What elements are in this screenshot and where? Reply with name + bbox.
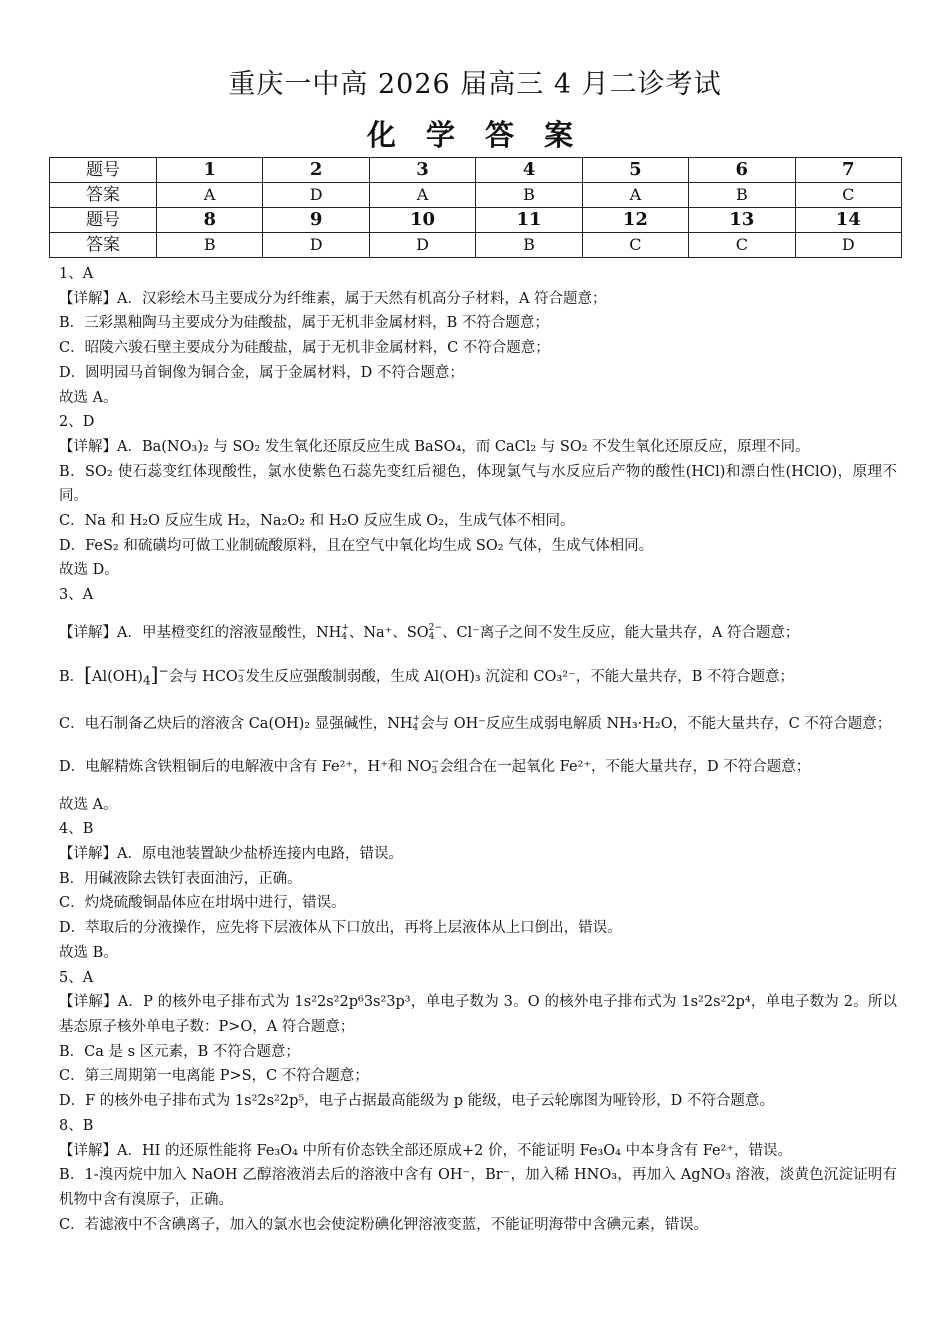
question-2 (59, 410, 897, 583)
question-4-line: D．萃取后的分液操作，应先将下层液体从下口放出，再将上层液体从上口倒出，错误。 (59, 920, 622, 937)
text-segment: 会与 HCO (168, 668, 238, 685)
bracket-close: ] (150, 661, 159, 686)
table-row-label: 答案 (50, 233, 157, 258)
answer-cell: C (582, 233, 688, 258)
question-2-line: B．SO₂ 使石蕊变红体现酸性，氯水使紫色石蕊先变红后褪色，体现氯气与水反应后产物的酸性(HCl)和漂白性(HClO)，原理不同。 (59, 463, 897, 505)
question-number-cell: 8 (157, 208, 263, 233)
question-1 (59, 262, 897, 410)
question-2-line: 故选 D。 (59, 562, 119, 579)
answer-cell: A (582, 183, 688, 208)
question-1-line: C．昭陵六骏石壁主要成分为硅酸盐，属于无机非金属材料，C 不符合题意； (59, 340, 550, 357)
question-4-line: 故选 B。 (59, 944, 118, 961)
ion-script: + 4 (412, 713, 421, 733)
question-2-line: C．Na 和 H₂O 反应生成 H₂，Na₂O₂ 和 H₂O 反应生成 O₂，生成气体不相同。 (59, 513, 575, 530)
question-4-head: 4、B (59, 821, 94, 838)
table-row-label: 答案 (50, 183, 157, 208)
ion-script: − 3 (431, 756, 440, 776)
question-4-line: C．灼烧硫酸铜晶体应在坩埚中进行，错误。 (59, 895, 346, 912)
text-segment: 会组合在一起氧化 Fe²⁺，不能大量共存，D 不符合题意； (439, 758, 811, 775)
question-4-line: B．用碱液除去铁钉表面油污，正确。 (59, 870, 302, 887)
question-5-line: 【详解】A．P 的核外电子排布式为 1s²2s²2p⁶3s²3p³，单电子数为 3。O 的核外电子排布式为 1s²2s²2p⁴，单电子数为 2。所以基态原子核外单电子数：P>O，A 符合题意； (59, 994, 897, 1035)
bracket-open: [ (84, 661, 92, 686)
question-1-line: 故选 A。 (59, 389, 118, 406)
answer-cell: B (476, 233, 582, 258)
question-number-cell: 6 (689, 158, 795, 183)
question-3-option-b (59, 659, 897, 693)
question-8-line: 【详解】A．HI 的还原性能将 Fe₃O₄ 中所有价态铁全部还原成+2 价，不能证明 Fe₃O₄ 中本身含有 Fe²⁺，错误。 (59, 1142, 793, 1159)
question-number-cell: 10 (369, 208, 475, 233)
table-row-label: 题号 (50, 208, 157, 233)
question-8-line: B．1-溴丙烷中加入 NaOH 乙醇溶液消去后的溶液中含有 OH⁻，Br⁻，加入稀 HNO₃，再加入 AgNO₃ 溶液，淡黄色沉淀证明有机物中含有溴原子，正确。 (59, 1167, 897, 1208)
table-row-answers (50, 183, 902, 208)
question-number-cell: 7 (795, 158, 901, 183)
question-8-head: 8、B (59, 1117, 94, 1134)
question-2-head: 2、D (59, 414, 95, 431)
question-number-cell: 9 (263, 208, 369, 233)
ion-script: 2− 4 (428, 622, 442, 642)
text-segment: D．电解精炼含铁粗铜后的电解液中含有 Fe²⁺，H⁺和 NO (59, 758, 432, 775)
question-number-cell: 2 (263, 158, 369, 183)
question-number-cell: 14 (795, 208, 901, 233)
answer-cell: B (157, 233, 263, 258)
text-segment: B． (59, 668, 85, 685)
question-1-line: D．圆明园马首铜像为铜合金，属于金属材料，D 不符合题意； (59, 364, 464, 381)
text-segment: 、Na⁺、SO (348, 624, 429, 641)
text-segment: 、Cl⁻离子之间不发生反应，能大量共存，A 符合题意； (441, 624, 800, 641)
question-number-cell: 12 (582, 208, 688, 233)
question-number-cell: 11 (476, 208, 582, 233)
text-segment: C．电石制备乙炔后的溶液含 Ca(OH)₂ 显强碱性，NH (59, 715, 413, 732)
answer-cell: B (689, 183, 795, 208)
question-5-line: D．F 的核外电子排布式为 1s²2s²2p⁵，电子占据最高能级为 p 能级，电子云轮廓图为哑铃形，D 不符合题意。 (59, 1093, 774, 1110)
answer-cell: A (157, 183, 263, 208)
page-subtitle: 化 学 答 案 (366, 118, 584, 152)
question-3-option-d (59, 755, 897, 780)
ion-script: − 3 (237, 666, 246, 686)
text-segment: 【详解】A．甲基橙变红的溶液显酸性，NH (59, 624, 342, 641)
answer-cell: C (689, 233, 795, 258)
answer-cell: B (476, 183, 582, 208)
answer-cell: C (795, 183, 901, 208)
complex-charge: − (158, 663, 169, 678)
question-8 (59, 1114, 897, 1238)
question-2-line: D．FeS₂ 和硫磺均可做工业制硫酸原料，且在空气中氧化均生成 SO₂ 气体，生成气体相同。 (59, 537, 654, 554)
question-5-head: 5、A (59, 969, 94, 986)
question-8-line: C．若滤液中不含碘离子，加入的氯水也会使淀粉碘化钾溶液变蓝，不能证明海带中含碘元素，错误。 (59, 1216, 709, 1233)
question-number-cell: 5 (582, 158, 688, 183)
question-5-line: C．第三周期第一电离能 P>S，C 不符合题意； (59, 1068, 369, 1085)
answer-cell: D (263, 233, 369, 258)
complex-formula: Al(OH) (91, 668, 143, 685)
answer-cell: D (369, 233, 475, 258)
question-number-cell: 4 (476, 158, 582, 183)
question-3 (59, 583, 897, 817)
question-5 (59, 966, 897, 1114)
question-1-line: 【详解】A．汉彩绘木马主要成分为纤维素，属于天然有机高分子材料，A 符合题意； (59, 290, 607, 307)
question-3-end: 故选 A。 (59, 796, 118, 813)
question-2-line: 【详解】A．Ba(NO₃)₂ 与 SO₂ 发生氧化还原反应生成 BaSO₄，而 CaCl₂ 与 SO₂ 不发生氧化还原反应，原理不同。 (59, 438, 810, 455)
question-3-head: 3、A (59, 587, 94, 604)
table-row-numbers (50, 208, 902, 233)
question-5-line: B．Ca 是 s 区元素，B 不符合题意； (59, 1043, 300, 1060)
answer-table (49, 157, 902, 258)
text-segment: 会与 OH⁻反应生成弱电解质 NH₃·H₂O，不能大量共存，C 不符合题意； (420, 715, 892, 732)
question-number-cell: 13 (689, 208, 795, 233)
question-4 (59, 817, 897, 965)
answer-cell: A (369, 183, 475, 208)
question-4-line: 【详解】A．原电池装置缺少盐桥连接内电路，错误。 (59, 846, 403, 863)
page-title: 重庆一中高 2026 届高三 4 月二诊考试 (228, 69, 722, 100)
table-row-numbers (50, 158, 902, 183)
table-row-label: 题号 (50, 158, 157, 183)
explanations (59, 262, 897, 1237)
table-row-answers (50, 233, 902, 258)
complex-sub: 4 (142, 673, 151, 688)
question-number-cell: 1 (157, 158, 263, 183)
question-3-option-a (59, 621, 897, 646)
question-1-head: 1、A (59, 266, 94, 282)
text-segment: 发生反应强酸制弱酸，生成 Al(OH)₃ 沉淀和 CO₃²⁻，不能大量共存，B 不符合题意； (245, 668, 794, 685)
answer-cell: D (263, 183, 369, 208)
answer-cell: D (795, 233, 901, 258)
question-1-line: B．三彩黑釉陶马主要成分为硅酸盐，属于无机非金属材料，B 不符合题意； (59, 315, 549, 332)
question-number-cell: 3 (369, 158, 475, 183)
question-3-option-c (59, 706, 897, 742)
ion-script: + 4 (341, 622, 349, 642)
